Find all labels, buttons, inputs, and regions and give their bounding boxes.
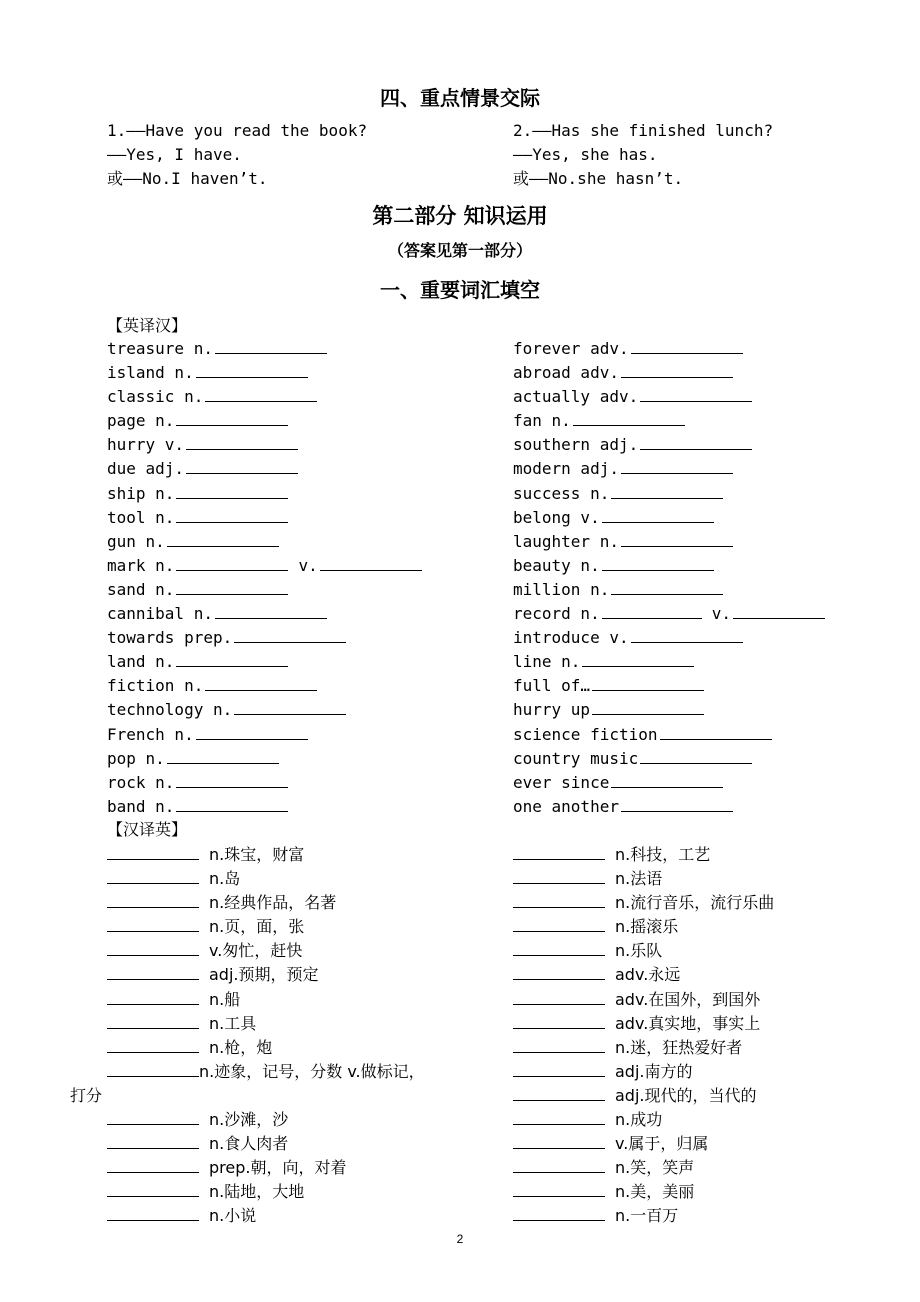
list-item xyxy=(107,579,422,603)
answer-blank[interactable] xyxy=(167,749,279,764)
answer-blank[interactable] xyxy=(176,652,288,667)
meaning: n.流行音乐，流行乐曲 xyxy=(615,893,775,913)
list-item xyxy=(107,916,425,940)
answer-blank[interactable] xyxy=(107,845,199,860)
list-item xyxy=(513,1037,774,1061)
list-item xyxy=(107,892,425,916)
answer-blank[interactable] xyxy=(733,604,825,619)
answer-blank[interactable] xyxy=(513,990,605,1005)
list-item xyxy=(107,1037,425,1061)
list-item xyxy=(513,1133,774,1157)
meaning: n.乐队 xyxy=(615,941,663,961)
meaning: n.摇滚乐 xyxy=(615,917,679,937)
answer-blank[interactable] xyxy=(107,941,199,956)
answer-blank[interactable] xyxy=(640,435,752,450)
meaning: adj.现代的，当代的 xyxy=(615,1085,757,1105)
answer-blank[interactable] xyxy=(513,1110,605,1125)
list-item xyxy=(107,940,425,964)
answer-blank[interactable] xyxy=(215,339,327,354)
answer-blank[interactable] xyxy=(621,459,733,474)
word: fiction n. xyxy=(107,676,204,696)
word: laughter n. xyxy=(513,531,619,551)
word: hurry v. xyxy=(107,435,185,455)
list-item xyxy=(513,1205,774,1229)
answer-blank[interactable] xyxy=(640,749,752,764)
list-item xyxy=(513,916,774,940)
answer-blank[interactable] xyxy=(621,797,733,812)
meaning: adv.真实地，事实上 xyxy=(615,1013,761,1033)
list-item xyxy=(107,603,422,627)
list-item xyxy=(107,651,422,675)
word: beauty n. xyxy=(513,555,600,575)
answer-blank[interactable] xyxy=(513,1158,605,1173)
list-item xyxy=(513,410,825,434)
answer-blank[interactable] xyxy=(611,580,723,595)
list-item xyxy=(513,940,774,964)
answer-blank[interactable] xyxy=(176,508,288,523)
answer-blank[interactable] xyxy=(592,700,704,715)
meaning: n.法语 xyxy=(615,869,663,889)
answer-blank[interactable] xyxy=(513,965,605,980)
answer-blank[interactable] xyxy=(513,1086,605,1101)
list-item xyxy=(107,724,422,748)
answer-blank[interactable] xyxy=(176,797,288,812)
meaning: n.迷，狂热爱好者 xyxy=(615,1037,743,1057)
word: line n. xyxy=(513,652,581,672)
list-item xyxy=(107,796,422,820)
list-item xyxy=(513,989,774,1013)
answer-blank[interactable] xyxy=(660,725,772,740)
word: introduce v. xyxy=(513,628,629,648)
answer-blank[interactable] xyxy=(631,628,743,643)
answer-blank[interactable] xyxy=(186,435,298,450)
word: classic n. xyxy=(107,387,204,407)
list-item xyxy=(513,796,825,820)
answer-blank[interactable] xyxy=(513,869,605,884)
word: southern adj. xyxy=(513,435,639,455)
meaning: n.科技，工艺 xyxy=(615,845,711,864)
answer-blank[interactable] xyxy=(176,411,288,426)
page-number: 2 xyxy=(456,1232,464,1246)
meaning: n.工具 xyxy=(209,1013,257,1033)
list-item xyxy=(107,1205,425,1229)
answer-blank[interactable] xyxy=(592,676,704,691)
word: island n. xyxy=(107,363,194,383)
word: rock n. xyxy=(107,772,175,792)
list-item xyxy=(513,699,825,723)
answer-blank[interactable] xyxy=(602,508,714,523)
answer-blank[interactable] xyxy=(205,387,317,402)
answer-blank[interactable] xyxy=(205,676,317,691)
list-item xyxy=(107,434,422,458)
meaning: n.经典作品，名著 xyxy=(209,893,337,913)
list-item xyxy=(107,1157,425,1181)
list-item xyxy=(107,531,422,555)
meaning: prep.朝，向，对着 xyxy=(209,1158,347,1178)
answer-blank[interactable] xyxy=(513,1038,605,1053)
answer-blank[interactable] xyxy=(573,411,685,426)
word: cannibal n. xyxy=(107,604,213,624)
answer-blank[interactable] xyxy=(107,990,199,1005)
list-item xyxy=(107,1061,425,1085)
meaning: n.岛 xyxy=(209,869,241,889)
list-item xyxy=(513,748,825,772)
answer-blank[interactable] xyxy=(107,917,199,932)
list-item xyxy=(513,579,825,603)
meaning: n.迹象，记号，分数 v.做标记， xyxy=(199,1061,425,1081)
meaning: n.珠宝，财富 xyxy=(209,845,305,864)
word: technology n. xyxy=(107,700,233,720)
dialogue-2-alt-text: ——No.she hasn’t. xyxy=(529,169,684,188)
list-item xyxy=(513,627,825,651)
meaning: n.页，面，张 xyxy=(209,917,305,937)
answer-blank[interactable] xyxy=(513,1014,605,1029)
word: country music xyxy=(513,748,639,768)
word: modern adj. xyxy=(513,459,619,479)
list-item xyxy=(107,627,422,651)
answer-blank[interactable] xyxy=(602,604,702,619)
answer-blank[interactable] xyxy=(621,363,733,378)
list-item xyxy=(107,386,422,410)
list-item xyxy=(513,1109,774,1133)
word: full of… xyxy=(513,676,591,696)
meaning: n.一百万 xyxy=(615,1206,679,1226)
list-item xyxy=(107,844,425,868)
list-item xyxy=(513,386,825,410)
word: band n. xyxy=(107,796,175,816)
word: French n. xyxy=(107,724,194,744)
en-to-cn-label: 【英译汉】 xyxy=(107,316,188,335)
cn-to-en-right-list xyxy=(513,844,774,1230)
word: treasure n. xyxy=(107,339,213,358)
answer-blank[interactable] xyxy=(513,1062,605,1077)
word: belong v. xyxy=(513,507,600,527)
answer-blank[interactable] xyxy=(320,556,422,571)
word-pos-2: v. xyxy=(298,555,318,575)
alt-prefix: 或 xyxy=(513,169,530,188)
answer-blank[interactable] xyxy=(176,484,288,499)
dialogue-1-alt xyxy=(107,169,268,189)
answer-blank[interactable] xyxy=(513,941,605,956)
dialogue-2-alt xyxy=(513,169,683,189)
word: success n. xyxy=(513,483,610,503)
meaning: adv.在国外，到国外 xyxy=(615,989,761,1009)
answer-blank[interactable] xyxy=(107,1134,199,1149)
list-item xyxy=(107,483,422,507)
list-item xyxy=(107,1181,425,1205)
list-item xyxy=(513,964,774,988)
word: abroad adv. xyxy=(513,363,619,383)
cn-to-en-left-list xyxy=(70,844,425,1230)
list-item xyxy=(513,507,825,531)
meaning: adv.永远 xyxy=(615,965,681,985)
answer-blank[interactable] xyxy=(176,773,288,788)
answer-blank[interactable] xyxy=(196,725,308,740)
list-item xyxy=(107,458,422,482)
list-item xyxy=(107,555,422,579)
part-2-subtitle: （答案见第一部分） xyxy=(387,241,532,260)
dialogue-2-question: 2.——Has she finished lunch? xyxy=(513,121,774,140)
answer-blank[interactable] xyxy=(513,893,605,908)
list-item xyxy=(107,964,425,988)
answer-blank[interactable] xyxy=(196,363,308,378)
list-item xyxy=(513,675,825,699)
word: mark n. xyxy=(107,555,175,575)
list-item xyxy=(107,699,422,723)
answer-blank[interactable] xyxy=(513,845,605,860)
list-item xyxy=(513,434,825,458)
answer-blank[interactable] xyxy=(215,604,327,619)
list-item xyxy=(513,772,825,796)
answer-blank[interactable] xyxy=(107,1038,199,1053)
meaning: n.小说 xyxy=(209,1206,257,1226)
en-to-cn-left-list xyxy=(107,338,422,820)
list-item xyxy=(513,892,774,916)
word: land n. xyxy=(107,652,175,672)
part-2-heading: 第二部分 知识运用 xyxy=(372,204,548,228)
list-item xyxy=(107,1133,425,1157)
meaning: n.成功 xyxy=(615,1110,663,1130)
word: towards prep. xyxy=(107,628,233,648)
word: page n. xyxy=(107,411,175,431)
list-item xyxy=(513,868,774,892)
answer-blank[interactable] xyxy=(611,773,723,788)
list-item xyxy=(107,748,422,772)
word: one another xyxy=(513,796,619,816)
word: tool n. xyxy=(107,507,175,527)
answer-blank[interactable] xyxy=(621,532,733,547)
answer-blank[interactable] xyxy=(513,1134,605,1149)
word: million n. xyxy=(513,579,610,599)
section-4-heading: 四、重点情景交际 xyxy=(380,86,540,110)
list-item xyxy=(513,1157,774,1181)
list-item xyxy=(107,772,422,796)
list-item xyxy=(107,868,425,892)
list-item xyxy=(107,989,425,1013)
answer-blank[interactable] xyxy=(107,1182,199,1197)
meaning: n.枪，炮 xyxy=(209,1037,273,1057)
meaning: v.属于，归属 xyxy=(615,1134,709,1154)
word: ship n. xyxy=(107,483,175,503)
meaning: n.陆地，大地 xyxy=(209,1182,305,1202)
meaning: n.笑，笑声 xyxy=(615,1158,695,1178)
word: hurry up xyxy=(513,700,591,720)
answer-blank[interactable] xyxy=(107,1110,199,1125)
word: record n. xyxy=(513,604,600,624)
meaning: adj.预期，预定 xyxy=(209,965,319,985)
word: actually adv. xyxy=(513,387,639,407)
answer-blank[interactable] xyxy=(107,1206,199,1221)
answer-blank[interactable] xyxy=(107,869,199,884)
meaning-wrap: 打分 xyxy=(70,1085,103,1105)
list-item xyxy=(107,675,422,699)
word-pos-2: v. xyxy=(711,604,731,624)
word: due adj. xyxy=(107,459,185,479)
answer-blank[interactable] xyxy=(234,628,346,643)
answer-blank[interactable] xyxy=(513,1206,605,1221)
list-item-wrap xyxy=(70,1085,425,1109)
list-item xyxy=(107,1013,425,1037)
word: sand n. xyxy=(107,579,175,599)
list-item xyxy=(513,1181,774,1205)
answer-blank[interactable] xyxy=(107,1014,199,1029)
dialogue-2-answer: ——Yes, she has. xyxy=(513,145,658,164)
word: gun n. xyxy=(107,531,165,551)
answer-blank[interactable] xyxy=(176,556,288,571)
alt-prefix: 或 xyxy=(107,169,124,188)
meaning: n.食人肉者 xyxy=(209,1134,289,1154)
list-item xyxy=(513,483,825,507)
cn-to-en-label: 【汉译英】 xyxy=(107,820,188,839)
answer-blank[interactable] xyxy=(107,893,199,908)
answer-blank[interactable] xyxy=(176,580,288,595)
list-item xyxy=(513,1061,774,1085)
list-item xyxy=(513,651,825,675)
list-item xyxy=(513,603,825,627)
answer-blank[interactable] xyxy=(234,700,346,715)
list-item xyxy=(513,458,825,482)
list-item xyxy=(107,507,422,531)
answer-blank[interactable] xyxy=(107,1062,199,1077)
word: pop n. xyxy=(107,748,165,768)
list-item xyxy=(513,1013,774,1037)
list-item xyxy=(513,724,825,748)
meaning: v.匆忙，赶快 xyxy=(209,941,303,961)
list-item xyxy=(513,1085,774,1109)
meaning: n.美，美丽 xyxy=(615,1182,695,1202)
answer-blank[interactable] xyxy=(640,387,752,402)
answer-blank[interactable] xyxy=(602,556,714,571)
word: ever since xyxy=(513,772,610,792)
answer-blank[interactable] xyxy=(186,459,298,474)
word: science fiction xyxy=(513,724,658,744)
answer-blank[interactable] xyxy=(582,652,694,667)
list-item xyxy=(513,362,825,386)
meaning: n.船 xyxy=(209,989,241,1009)
meaning: n.沙滩，沙 xyxy=(209,1110,289,1130)
answer-blank[interactable] xyxy=(167,532,279,547)
answer-blank[interactable] xyxy=(631,339,743,354)
meaning: adj.南方的 xyxy=(615,1061,693,1081)
list-item xyxy=(107,1109,425,1133)
word: fan n. xyxy=(513,411,571,431)
answer-blank[interactable] xyxy=(107,965,199,980)
list-item xyxy=(513,531,825,555)
dialogue-1-answer: ——Yes, I have. xyxy=(107,145,242,164)
en-to-cn-right-list xyxy=(513,338,825,820)
list-item xyxy=(107,410,422,434)
dialogue-1-alt-text: ——No.I haven’t. xyxy=(123,169,268,188)
answer-blank[interactable] xyxy=(513,917,605,932)
list-item xyxy=(513,555,825,579)
list-item xyxy=(107,338,422,362)
list-item xyxy=(107,362,422,386)
word: forever adv. xyxy=(513,339,629,358)
answer-blank[interactable] xyxy=(611,484,723,499)
dialogue-1-question: 1.——Have you read the book? xyxy=(107,121,368,140)
list-item xyxy=(513,338,825,362)
answer-blank[interactable] xyxy=(513,1182,605,1197)
vocab-heading: 一、重要词汇填空 xyxy=(380,278,540,302)
list-item xyxy=(513,844,774,868)
answer-blank[interactable] xyxy=(107,1158,199,1173)
